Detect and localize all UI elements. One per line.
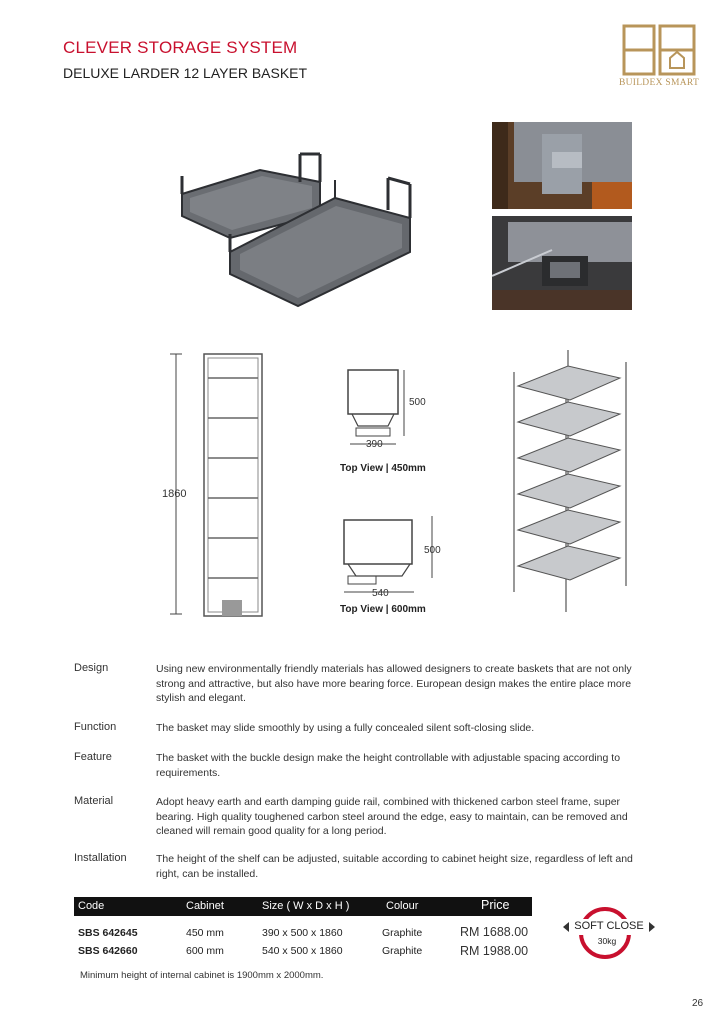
spec-text-design: Using new environmentally friendly materials has allowed designers to create baskets that are not only strong and attractive, but also have more bearing force. European design makes the entire place more stylish and elegant. (156, 663, 632, 704)
row2-code: SBS 642660 (78, 945, 138, 957)
height-dimension: 1860 (162, 488, 187, 500)
detail-photo-hinge (492, 122, 632, 209)
detail-photo-slide (492, 216, 632, 310)
soft-close-badge (563, 905, 655, 963)
spec-text-installation: The height of the shelf can be adjusted, suitable according to cabinet height size, regardless of left and right, can be installed. (156, 853, 633, 880)
page-subtitle: DELUXE LARDER 12 LAYER BASKET (63, 65, 308, 81)
top450-depth: 500 (409, 397, 426, 408)
top600-depth: 500 (424, 545, 441, 556)
table-header-cabinet: Cabinet (186, 900, 224, 912)
row2-price: RM 1988.00 (460, 944, 529, 958)
spec-text-material: Adopt heavy earth and earth damping guide rail, combined with thickened carbon steel frame, super bearing. High quality toughened carbon steel around the edge, easy to maintain, can be removed and cleaned will remain good quality for a long period. (156, 796, 628, 837)
basket-photo (170, 142, 420, 312)
row1-size: 390 x 500 x 1860 (262, 927, 343, 939)
row2-cabinet: 600 mm (186, 945, 224, 957)
top450-width: 390 (366, 439, 383, 450)
row2-size: 540 x 500 x 1860 (262, 945, 343, 957)
row1-colour: Graphite (382, 927, 423, 939)
row2-colour: Graphite (382, 945, 423, 957)
minimum-height-note: Minimum height of internal cabinet is 1900mm x 2000mm. (80, 970, 324, 981)
table-header-price: Price (481, 898, 510, 912)
front-elevation-drawing (160, 348, 270, 622)
table-header-colour: Colour (386, 900, 419, 912)
spec-label-function: Function (74, 721, 117, 733)
row1-price: RM 1688.00 (460, 925, 529, 939)
spec-text-function: The basket may slide smoothly by using a fully concealed silent soft-closing slide. (156, 722, 535, 734)
row1-code: SBS 642645 (78, 927, 138, 939)
page-title: CLEVER STORAGE SYSTEM (63, 38, 298, 57)
logo-text: BUILDEX SMART (618, 78, 700, 88)
table-header-size: Size ( W x D x H ) (262, 900, 350, 912)
spec-label-material: Material (74, 795, 114, 807)
table-header-code: Code (78, 900, 105, 912)
soft-close-label: SOFT CLOSE (574, 920, 644, 932)
spec-label-design: Design (74, 662, 109, 674)
top600-width: 540 (372, 588, 389, 599)
spec-text-feature: The basket with the buckle design make the height controllable with adjustable spacing according to requirements. (156, 752, 621, 779)
top600-caption: Top View | 600mm (340, 604, 426, 615)
top450-caption: Top View | 450mm (340, 463, 426, 474)
spec-label-feature: Feature (74, 751, 112, 763)
spec-label-installation: Installation (74, 852, 127, 864)
isometric-drawing (508, 342, 638, 618)
row1-cabinet: 450 mm (186, 927, 224, 939)
soft-close-weight: 30kg (597, 936, 617, 946)
page-number: 26 (692, 998, 704, 1009)
